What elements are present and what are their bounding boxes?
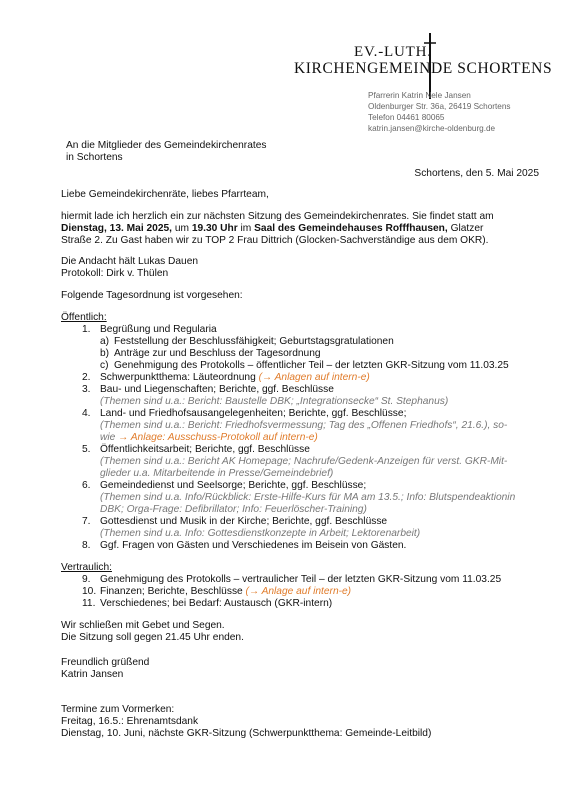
agenda-item: 1. Begrüßung und Regularia xyxy=(82,324,217,335)
letterhead-line2: KIRCHENGEMEINDE SCHORTENS xyxy=(294,60,553,77)
recipient-line: An die Mitglieder des Gemeindekirchenrates xyxy=(66,140,267,151)
agenda-item: 11. Verschiedenes; bei Bedarf: Austausch (GKR-intern) xyxy=(82,598,333,609)
agenda-subitem: a) Feststellung der Beschlussfähigkeit; Geburtstagsgratulationen xyxy=(100,336,394,347)
agenda-item: 8. Ggf. Fragen von Gästen und Verschiedenes im Beisein von Gästen. xyxy=(82,540,407,551)
date-item: Dienstag, 10. Juni, nächste GKR-Sitzung (Schwerpunktthema: Gemeinde-Leitbild) xyxy=(61,728,432,739)
agenda-item: 10. Finanzen; Berichte, Beschlüsse (→ Anlage auf intern-e) xyxy=(82,586,352,597)
address-line: Oldenburger Str. 36a, 26419 Schortens xyxy=(368,102,511,111)
agenda-note: DBK; Orga-Frage: Defibrillator; Info: Feuerlöscher-Training) xyxy=(100,504,367,515)
cross-icon xyxy=(422,33,438,99)
closing-line2: Die Sitzung soll gegen 21.45 Uhr enden. xyxy=(61,632,244,643)
agenda-subitem: c) Genehmigung des Protokolls – öffentlicher Teil – der letzten GKR-Sitzung vom 11.03.25 xyxy=(100,360,509,371)
greeting: Liebe Gemeindekirchenräte, liebes Pfarrteam, xyxy=(61,189,269,200)
address-line: Telefon 04461 80065 xyxy=(368,113,445,122)
intro-line1: hiermit lade ich herzlich ein zur nächsten Sitzung des Gemeindekirchenrates. Sie findet statt am xyxy=(61,211,494,222)
agenda-note: (Themen sind u.a. Info: Gottesdienstkonzepte in Arbeit; Lektorenarbeit) xyxy=(100,528,421,539)
intro-line2: Dienstag, 13. Mai 2025, um 19.30 Uhr im Saal des Gemeindehauses Rofffhausen, Glatzer xyxy=(61,223,484,234)
agenda-item: 5. Öffentlichkeitsarbeit; Berichte, ggf. Beschlüsse xyxy=(82,444,310,455)
address-line: Pfarrerin Katrin Nele Jansen xyxy=(368,91,471,100)
agenda-item: 9. Genehmigung des Protokolls – vertraulicher Teil – der letzten GKR-Sitzung vom 11.03.25 xyxy=(82,574,502,585)
confidential-heading: Vertraulich: xyxy=(61,562,112,573)
agenda-subitem: b) Anträge zur und Beschluss der Tagesordnung xyxy=(100,348,321,359)
letterhead-line1: EV.-LUTH. xyxy=(354,44,432,60)
intro-line3: Straße 2. Zu Gast haben wir zu TOP 2 Frau Dittrich (Glocken-Sachverständige aus dem OKR). xyxy=(61,235,489,246)
agenda-item: 7. Gottesdienst und Musik in der Kirche; Berichte, ggf. Beschlüsse xyxy=(82,516,388,527)
closing-line1: Wir schließen mit Gebet und Segen. xyxy=(61,620,225,631)
recipient-line: in Schortens xyxy=(66,152,123,163)
public-heading: Öffentlich: xyxy=(61,312,107,323)
agenda-intro: Folgende Tagesordnung ist vorgesehen: xyxy=(61,290,243,301)
date-item: Freitag, 16.5.: Ehrenamtsdank xyxy=(61,716,199,727)
date-line: Schortens, den 5. Mai 2025 xyxy=(414,168,539,179)
agenda-note: wie → Anlage: Ausschuss-Protokoll auf intern-e) xyxy=(100,432,318,443)
agenda-item: 2. Schwerpunktthema: Läuteordnung (→ Anlagen auf intern-e) xyxy=(82,372,370,383)
agenda-item: 4. Land- und Friedhofsausangelegenheiten; Berichte, ggf. Beschlüsse; xyxy=(82,408,407,419)
agenda-item: 3. Bau- und Liegenschaften; Berichte, ggf. Beschlüsse xyxy=(82,384,334,395)
agenda-note: (Themen sind u.a.: Bericht: Friedhofsvermessung; Tag des „Offenen Friedhofs“, 21.6.), so- xyxy=(100,420,508,431)
andacht: Die Andacht hält Lukas Dauen xyxy=(61,256,199,267)
regards: Freundlich grüßend xyxy=(61,657,150,668)
agenda-item: 6. Gemeindedienst und Seelsorge; Berichte, ggf. Beschlüsse; xyxy=(82,480,367,491)
dates-heading: Termine zum Vormerken: xyxy=(61,704,175,715)
agenda-note: (Themen sind u.a.: Bericht: Baustelle DBK; „Integrationsecke“ St. Stephanus) xyxy=(100,396,449,407)
agenda-note: (Themen sind u.a.: Bericht AK Homepage; Nachrufe/Gedenk-Anzeigen für verst. GKR-Mit- xyxy=(100,456,508,467)
signature: Katrin Jansen xyxy=(61,669,124,680)
agenda-note: (Themen sind u.a. Info/Rückblick: Erste-Hilfe-Kurs für MA am 13.5.; Info: Blutspendeaktionin xyxy=(100,492,516,503)
agenda-note: glieder u.a. Mitarbeitende in Presse/Gemeindebrief) xyxy=(100,468,334,479)
address-email[interactable]: katrin.jansen@kirche-oldenburg.de xyxy=(368,124,496,133)
protokoll: Protokoll: Dirk v. Thülen xyxy=(61,268,169,279)
